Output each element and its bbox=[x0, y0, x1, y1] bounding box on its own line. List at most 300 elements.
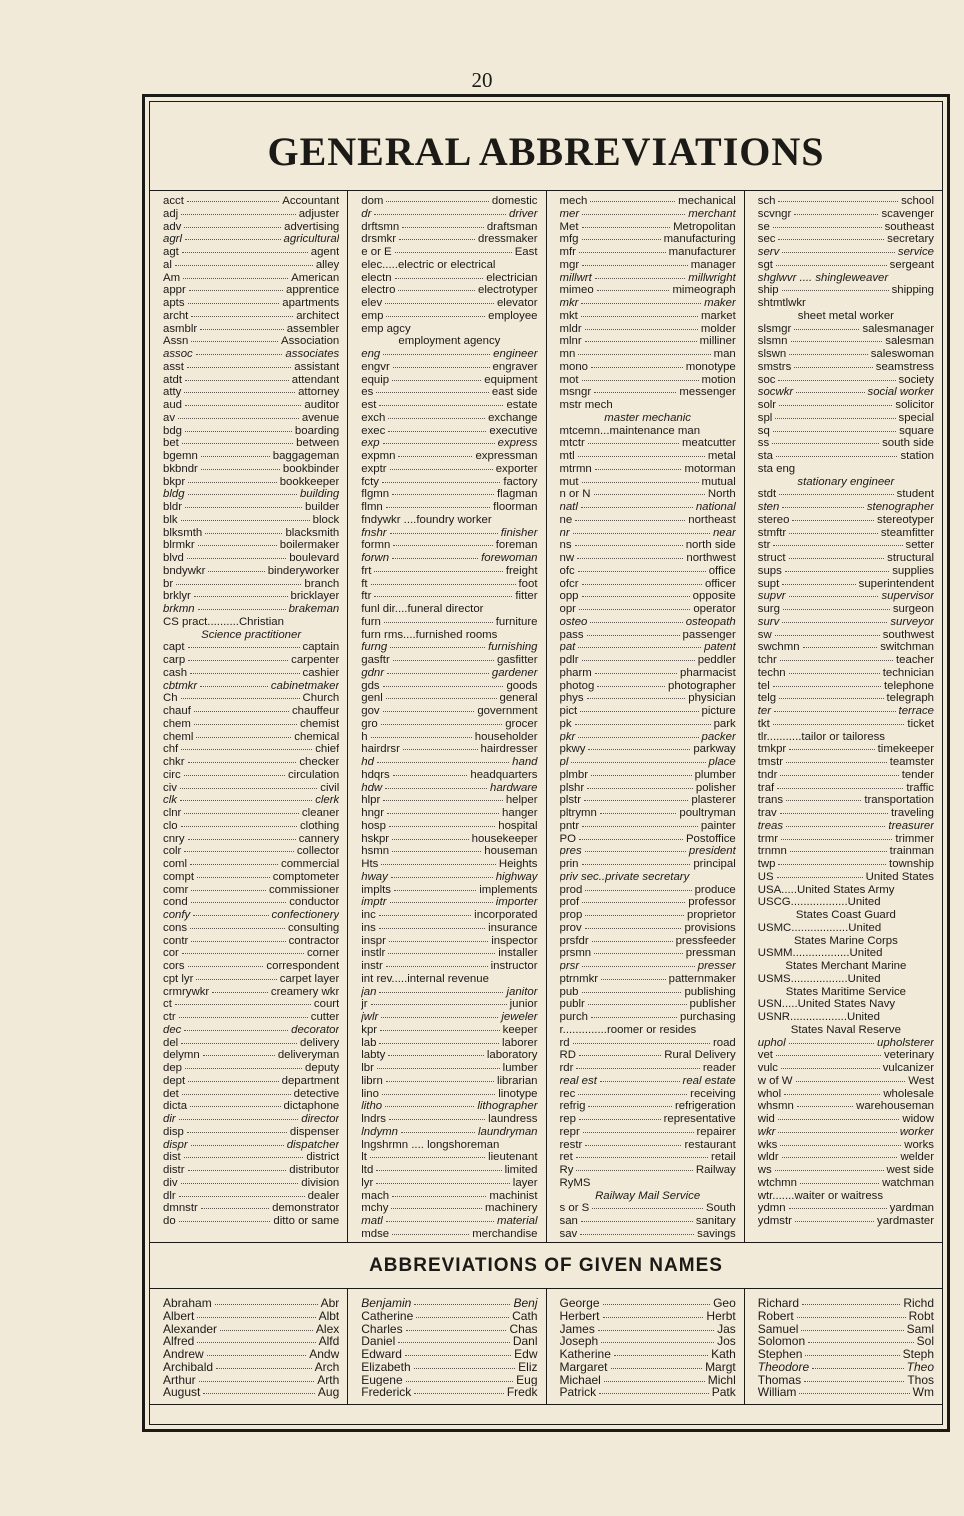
entry-line: USMC..................United bbox=[757, 921, 882, 934]
dot-leader bbox=[386, 507, 490, 508]
list-item bbox=[758, 1177, 934, 1190]
list-item bbox=[758, 488, 934, 501]
entry-meaning: national bbox=[695, 501, 736, 513]
entry-meaning: machinist bbox=[489, 1189, 538, 1202]
entry-abbreviation: carp bbox=[163, 654, 186, 666]
list-item bbox=[758, 807, 934, 820]
list-item bbox=[758, 667, 934, 680]
entry-abbreviation: mer bbox=[559, 207, 580, 220]
entry-meaning: treasurer bbox=[888, 819, 934, 832]
dot-leader bbox=[405, 1355, 511, 1356]
list-item bbox=[758, 386, 934, 399]
dot-leader bbox=[779, 698, 883, 699]
entry-meaning: finisher bbox=[500, 526, 538, 539]
dot-leader bbox=[393, 660, 494, 661]
entry-meaning: representative bbox=[663, 1113, 736, 1125]
dot-leader bbox=[386, 966, 488, 967]
entry-abbreviation: James bbox=[559, 1322, 595, 1336]
list-item bbox=[163, 769, 339, 782]
dot-leader bbox=[578, 737, 698, 738]
list-item bbox=[758, 1088, 934, 1101]
entry-meaning: special bbox=[898, 411, 934, 424]
entry-abbreviation: jan bbox=[361, 985, 377, 998]
dot-leader bbox=[184, 1157, 304, 1158]
list-item bbox=[560, 641, 736, 654]
list-item bbox=[560, 1139, 736, 1152]
entry-abbreviation: lyr bbox=[361, 1176, 374, 1189]
list-item bbox=[361, 1024, 537, 1037]
list-item bbox=[361, 1113, 537, 1126]
list-item bbox=[758, 629, 934, 642]
list-item bbox=[361, 1075, 537, 1088]
dot-leader bbox=[782, 290, 889, 291]
dot-leader bbox=[804, 1381, 904, 1382]
list-item bbox=[163, 501, 339, 514]
entry-meaning: reader bbox=[702, 1062, 736, 1074]
entry-line: funl dir....funeral director bbox=[361, 603, 484, 615]
entry-abbreviation: mdse bbox=[361, 1227, 390, 1240]
entry-meaning: West bbox=[908, 1074, 934, 1087]
entry-meaning: material bbox=[496, 1215, 538, 1227]
entry-meaning: captain bbox=[302, 641, 340, 654]
dot-leader bbox=[196, 979, 276, 980]
entry-meaning: apartments bbox=[282, 297, 340, 309]
list-item bbox=[560, 1310, 736, 1323]
list-item bbox=[163, 348, 339, 361]
entry-abbreviation: smstrs bbox=[757, 360, 792, 373]
dot-leader bbox=[603, 1317, 704, 1318]
list-item bbox=[560, 259, 736, 272]
list-item bbox=[361, 1011, 537, 1024]
list-item bbox=[361, 476, 537, 489]
entry-abbreviation: Ch bbox=[163, 692, 178, 705]
list-item bbox=[163, 1113, 339, 1126]
entry-meaning: Chas bbox=[509, 1322, 538, 1336]
dot-leader bbox=[582, 239, 661, 240]
entry-meaning: vulcanizer bbox=[882, 1062, 934, 1074]
list-item bbox=[758, 348, 934, 361]
list-item bbox=[163, 297, 339, 310]
entry-line: USN.....United States Navy bbox=[757, 998, 896, 1011]
entry-abbreviation: Alfred bbox=[163, 1335, 195, 1348]
entry-abbreviation: mech bbox=[559, 195, 588, 207]
entry-meaning: veterinary bbox=[883, 1049, 934, 1062]
entry-abbreviation: tel bbox=[757, 679, 770, 692]
dot-leader bbox=[188, 660, 288, 661]
entry-abbreviation: aud bbox=[163, 399, 183, 411]
entry-abbreviation: appr bbox=[163, 284, 186, 297]
dot-leader bbox=[399, 239, 475, 240]
entry-abbreviation: solr bbox=[757, 399, 777, 411]
entry-abbreviation: disp bbox=[163, 1125, 184, 1138]
list-item bbox=[560, 858, 736, 871]
entry-meaning: trainman bbox=[889, 845, 934, 858]
list-item bbox=[560, 1151, 736, 1164]
list-item bbox=[560, 1049, 736, 1062]
list-item bbox=[758, 425, 934, 438]
entry-abbreviation: agt bbox=[163, 246, 179, 258]
dot-leader bbox=[371, 584, 516, 585]
entry-abbreviation: w of W bbox=[757, 1074, 793, 1087]
entry-abbreviation: det bbox=[163, 1087, 179, 1100]
dot-leader bbox=[187, 1132, 287, 1133]
dot-leader bbox=[773, 724, 905, 725]
list-item bbox=[163, 1164, 339, 1177]
entry-meaning: Geo bbox=[713, 1297, 736, 1310]
dot-leader bbox=[196, 737, 291, 738]
entry-line: sta eng bbox=[757, 462, 796, 475]
entry-abbreviation: Theodore bbox=[757, 1360, 810, 1374]
list-item bbox=[163, 361, 339, 374]
dot-leader bbox=[578, 354, 710, 355]
dot-leader bbox=[579, 1055, 661, 1056]
entry-meaning: detective bbox=[293, 1087, 340, 1100]
dot-leader bbox=[599, 1393, 709, 1394]
dot-leader bbox=[595, 278, 686, 279]
entry-abbreviation: sch bbox=[757, 195, 776, 207]
entry-meaning: architect bbox=[296, 309, 340, 322]
entry-line: USMS..................United bbox=[757, 972, 881, 985]
entry-meaning: timekeeper bbox=[877, 743, 934, 756]
entry-meaning: Theo bbox=[906, 1360, 934, 1374]
entry-abbreviation: pk bbox=[559, 717, 572, 730]
entry-meaning: clerk bbox=[315, 794, 340, 807]
entry-abbreviation: inc bbox=[361, 909, 376, 921]
entry-abbreviation: Andrew bbox=[163, 1348, 204, 1361]
dot-leader bbox=[582, 482, 699, 483]
dot-leader bbox=[789, 749, 874, 750]
dot-leader bbox=[773, 431, 896, 432]
entry-abbreviation: bet bbox=[163, 437, 179, 450]
list-item bbox=[560, 986, 736, 999]
entry-meaning: engineer bbox=[493, 348, 538, 360]
entry-abbreviation: forwn bbox=[361, 552, 390, 564]
dot-leader bbox=[184, 227, 281, 228]
entry-abbreviation: mtrmn bbox=[559, 462, 592, 475]
entry-meaning: restaurant bbox=[684, 1138, 736, 1151]
entry-abbreviation: soc bbox=[757, 373, 776, 386]
entry-abbreviation: Margaret bbox=[559, 1360, 608, 1374]
dot-leader bbox=[386, 316, 485, 317]
entry-meaning: decorator bbox=[291, 1023, 340, 1036]
entry-meaning: librarian bbox=[496, 1074, 538, 1087]
entry-abbreviation: delymn bbox=[163, 1049, 200, 1062]
entry-meaning: messenger bbox=[679, 386, 736, 399]
list-item bbox=[163, 1075, 339, 1088]
dot-leader bbox=[595, 673, 677, 674]
list-item bbox=[560, 756, 736, 769]
list-item bbox=[560, 195, 736, 208]
entry-meaning: brakeman bbox=[288, 603, 340, 615]
entry-meaning: seamstress bbox=[875, 360, 934, 373]
entry-abbreviation: br bbox=[163, 577, 174, 590]
list-item bbox=[758, 578, 934, 591]
dot-leader bbox=[196, 354, 283, 355]
abbreviations-table bbox=[150, 190, 942, 1243]
dot-leader bbox=[383, 686, 504, 687]
entry-abbreviation: Richard bbox=[757, 1297, 800, 1310]
list-item bbox=[758, 1297, 934, 1310]
given-names-column-2 bbox=[347, 1289, 545, 1404]
entry-meaning: gardener bbox=[491, 666, 538, 679]
dot-leader bbox=[382, 482, 500, 483]
entry-meaning: domestic bbox=[491, 195, 538, 207]
entry-abbreviation: ofcr bbox=[559, 577, 579, 590]
entry-meaning: builder bbox=[305, 501, 340, 513]
entry-abbreviation: tmkpr bbox=[757, 743, 787, 756]
list-item bbox=[361, 667, 537, 680]
entry-meaning: bricklayer bbox=[290, 590, 340, 603]
entry-meaning: steamfitter bbox=[880, 526, 934, 539]
entry-meaning: Eug bbox=[516, 1373, 538, 1387]
entry-meaning: foot bbox=[518, 577, 538, 590]
entry-abbreviation: prin bbox=[559, 858, 579, 870]
list-item bbox=[560, 1062, 736, 1075]
dot-leader bbox=[394, 890, 476, 891]
dot-leader bbox=[377, 762, 509, 763]
list-item bbox=[758, 1139, 934, 1152]
entry-line: emp agcy bbox=[361, 322, 411, 335]
entry-abbreviation: al bbox=[163, 258, 172, 271]
entry-meaning: welder bbox=[900, 1151, 934, 1164]
dot-leader bbox=[379, 992, 503, 993]
entry-meaning: telegraph bbox=[886, 692, 934, 705]
dot-leader bbox=[585, 915, 684, 916]
entry-abbreviation: Charles bbox=[361, 1322, 403, 1336]
entry-abbreviation: ftr bbox=[361, 590, 372, 603]
entry-abbreviation: ship bbox=[757, 284, 779, 297]
list-item bbox=[758, 845, 934, 858]
dot-leader bbox=[191, 890, 266, 891]
entry-meaning: boarding bbox=[294, 424, 340, 437]
entry-abbreviation: prov bbox=[559, 921, 582, 934]
dot-leader bbox=[182, 252, 308, 253]
list-item bbox=[560, 1228, 736, 1241]
dot-leader bbox=[216, 1368, 312, 1369]
entry-meaning: comptometer bbox=[272, 870, 340, 883]
entry-meaning: place bbox=[708, 756, 736, 768]
entry-abbreviation: treas bbox=[757, 819, 784, 832]
entry-meaning: consulting bbox=[287, 921, 340, 934]
dot-leader bbox=[802, 1304, 900, 1305]
entry-abbreviation: rdr bbox=[559, 1062, 574, 1074]
entry-abbreviation: Ry bbox=[559, 1164, 574, 1176]
entry-meaning: publisher bbox=[689, 998, 736, 1011]
entry-abbreviation: supt bbox=[757, 577, 780, 590]
list-item bbox=[758, 756, 934, 769]
list-item bbox=[163, 1190, 339, 1203]
list-item bbox=[163, 718, 339, 731]
dot-leader bbox=[590, 622, 682, 623]
entry-abbreviation: dmnstr bbox=[163, 1202, 198, 1215]
entry-meaning: warehouseman bbox=[856, 1100, 934, 1113]
entry-abbreviation: Archibald bbox=[163, 1360, 214, 1374]
entry-abbreviation: Katherine bbox=[559, 1348, 611, 1361]
entry-abbreviation: clo bbox=[163, 819, 178, 832]
list-item bbox=[560, 335, 736, 348]
list-item bbox=[361, 858, 537, 871]
list-item bbox=[758, 1126, 934, 1139]
entry-meaning: executive bbox=[489, 424, 538, 437]
dot-leader bbox=[371, 737, 472, 738]
entry-meaning: provisions bbox=[684, 921, 736, 934]
entry-abbreviation: acct bbox=[163, 195, 184, 207]
entry-abbreviation: RD bbox=[559, 1049, 576, 1062]
entry-abbreviation: surv bbox=[757, 615, 780, 628]
entry-abbreviation: gro bbox=[361, 717, 378, 730]
entry-abbreviation: inspr bbox=[361, 934, 386, 947]
entry-abbreviation: mot bbox=[559, 373, 579, 386]
entry-meaning: real estate bbox=[682, 1074, 736, 1087]
list-item bbox=[560, 629, 736, 642]
list-item bbox=[560, 1297, 736, 1310]
entry-abbreviation: lbr bbox=[361, 1062, 374, 1074]
list-item bbox=[758, 680, 934, 693]
entry-abbreviation: clk bbox=[163, 794, 177, 807]
list-item bbox=[361, 884, 537, 897]
dot-leader bbox=[772, 443, 879, 444]
entry-abbreviation: dispr bbox=[163, 1138, 188, 1151]
entry-abbreviation: drsmkr bbox=[361, 233, 397, 246]
entry-meaning: block bbox=[312, 513, 340, 526]
entry-meaning: widow bbox=[902, 1113, 934, 1125]
list-item bbox=[560, 1037, 736, 1050]
entry-abbreviation: jwlr bbox=[361, 1011, 379, 1023]
entry-abbreviation: bndywkr bbox=[163, 564, 206, 577]
entry-line: USA.....United States Army bbox=[757, 883, 895, 896]
list-item bbox=[560, 884, 736, 897]
entry-abbreviation: pdlr bbox=[559, 654, 579, 666]
list-item bbox=[361, 565, 537, 578]
list-item bbox=[758, 820, 934, 833]
list-item bbox=[163, 463, 339, 476]
dot-leader bbox=[392, 1234, 469, 1235]
dot-leader bbox=[392, 851, 481, 852]
list-item bbox=[560, 1126, 736, 1139]
list-item bbox=[163, 1348, 339, 1361]
dot-leader bbox=[782, 622, 887, 623]
entry-abbreviation: labty bbox=[361, 1049, 386, 1062]
entry-meaning: dealer bbox=[307, 1189, 340, 1202]
entry-meaning: man bbox=[713, 348, 736, 360]
dot-leader bbox=[414, 1368, 516, 1369]
entry-abbreviation: mimeo bbox=[559, 284, 594, 297]
entry-meaning: near bbox=[712, 526, 736, 539]
list-item bbox=[163, 1335, 339, 1348]
entry-abbreviation: whol bbox=[757, 1087, 782, 1100]
dot-leader bbox=[383, 711, 475, 712]
dot-leader bbox=[597, 290, 670, 291]
entry-abbreviation: prop bbox=[559, 909, 583, 921]
entry-abbreviation: ft bbox=[361, 577, 368, 590]
entry-meaning: American bbox=[291, 271, 340, 284]
list-item bbox=[758, 641, 934, 654]
entry-meaning: machinery bbox=[484, 1202, 538, 1215]
entry-meaning: commissioner bbox=[268, 883, 340, 896]
entry-abbreviation: implts bbox=[361, 883, 391, 896]
list-item bbox=[163, 667, 339, 680]
list-item bbox=[560, 616, 736, 629]
entry-meaning: works bbox=[904, 1138, 934, 1151]
entry-abbreviation: Stephen bbox=[757, 1348, 803, 1361]
list-item bbox=[361, 1348, 537, 1361]
dot-leader bbox=[775, 635, 880, 636]
dot-leader bbox=[777, 877, 863, 878]
dot-leader bbox=[194, 711, 289, 712]
dot-leader bbox=[571, 762, 705, 763]
entry-meaning: keeper bbox=[502, 1023, 538, 1036]
entry-abbreviation: dir bbox=[163, 1113, 176, 1125]
list-item bbox=[163, 1215, 339, 1228]
list-item bbox=[560, 973, 736, 986]
entry-meaning: dispenser bbox=[289, 1125, 340, 1138]
entry-abbreviation: plstr bbox=[559, 794, 582, 807]
list-item bbox=[361, 1177, 537, 1190]
entry-abbreviation: rd bbox=[559, 1036, 570, 1049]
list-item bbox=[361, 578, 537, 591]
dot-leader bbox=[383, 443, 495, 444]
dot-leader bbox=[220, 1330, 313, 1331]
list-item bbox=[361, 1323, 537, 1336]
dot-leader bbox=[398, 456, 472, 457]
entry-abbreviation: mut bbox=[559, 475, 579, 488]
entry-abbreviation: hairdrsr bbox=[361, 743, 400, 756]
dot-leader bbox=[585, 341, 697, 342]
entry-meaning: passenger bbox=[682, 628, 736, 641]
entry-meaning: refrigeration bbox=[674, 1100, 736, 1113]
dot-leader bbox=[582, 864, 691, 865]
entry-abbreviation: PO bbox=[559, 832, 576, 845]
dot-leader bbox=[184, 1030, 288, 1031]
list-item bbox=[758, 718, 934, 731]
dot-leader bbox=[181, 214, 296, 215]
entry-abbreviation: lab bbox=[361, 1036, 377, 1049]
list-item bbox=[560, 922, 736, 935]
entry-meaning: bookkeeper bbox=[279, 475, 340, 488]
entry-meaning: cutter bbox=[310, 1011, 340, 1023]
entry-meaning: hospital bbox=[498, 819, 538, 832]
entry-abbreviation: purch bbox=[559, 1011, 588, 1023]
entry-abbreviation: cash bbox=[163, 666, 188, 679]
entry-abbreviation: vet bbox=[757, 1049, 773, 1062]
dot-leader bbox=[188, 647, 300, 648]
entry-abbreviation: distr bbox=[163, 1164, 185, 1176]
entry-abbreviation: asmblr bbox=[163, 322, 198, 335]
list-item bbox=[163, 756, 339, 769]
entry-abbreviation: equip bbox=[361, 373, 390, 386]
dot-leader bbox=[383, 354, 490, 355]
dot-leader bbox=[587, 635, 680, 636]
dot-leader bbox=[185, 239, 281, 240]
dot-leader bbox=[382, 1094, 495, 1095]
list-item bbox=[560, 935, 736, 948]
dot-leader bbox=[597, 686, 665, 687]
entry-abbreviation: Eugene bbox=[361, 1373, 403, 1387]
dot-leader bbox=[180, 800, 312, 801]
list-item bbox=[758, 323, 934, 336]
dot-leader bbox=[388, 1055, 484, 1056]
dot-leader bbox=[579, 1119, 661, 1120]
entry-abbreviation: hngr bbox=[361, 807, 385, 819]
entry-meaning: painter bbox=[700, 819, 736, 832]
dot-leader bbox=[188, 966, 264, 967]
entry-abbreviation: Albert bbox=[163, 1309, 195, 1323]
list-item bbox=[361, 1335, 537, 1348]
dot-leader bbox=[379, 405, 503, 406]
list-item bbox=[163, 833, 339, 846]
list-item bbox=[758, 1361, 934, 1374]
entry-meaning: dictaphone bbox=[283, 1100, 340, 1113]
